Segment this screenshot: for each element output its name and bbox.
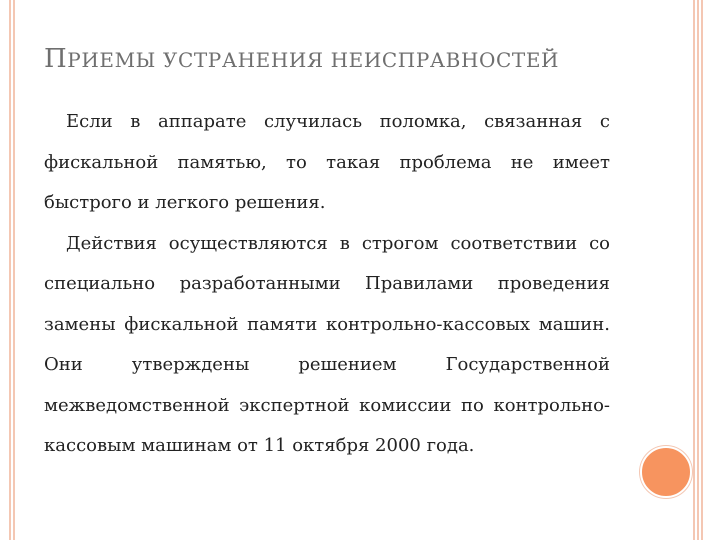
paragraph-2: Действия осуществляются в строгом соответствии со специально разработанными Правилами проведения замены фискальной памяти контрольно-кассовых машин. Они утверждены решением Государственной межведомственной экспертной комиссии по контрольно-кассовым машинам от 11 октября 2000 года. [44, 232, 610, 456]
right-border-line [697, 0, 699, 540]
title-rest: РИЕМЫ УСТРАНЕНИЯ НЕИСПРАВНОСТЕЙ [67, 48, 560, 72]
left-border-line [9, 0, 11, 540]
slide-title [44, 44, 664, 74]
slide-body [44, 102, 610, 467]
paragraph-1: Если в аппарате случилась поломка, связанная с фискальной памятью, то такая проблема не имеет быстрого и легкого решения. [44, 111, 610, 213]
right-border-line [701, 0, 703, 540]
title-first-letter: П [44, 44, 68, 74]
right-border-line [693, 0, 695, 540]
left-border-line [13, 0, 15, 540]
decorative-circle [640, 446, 692, 498]
